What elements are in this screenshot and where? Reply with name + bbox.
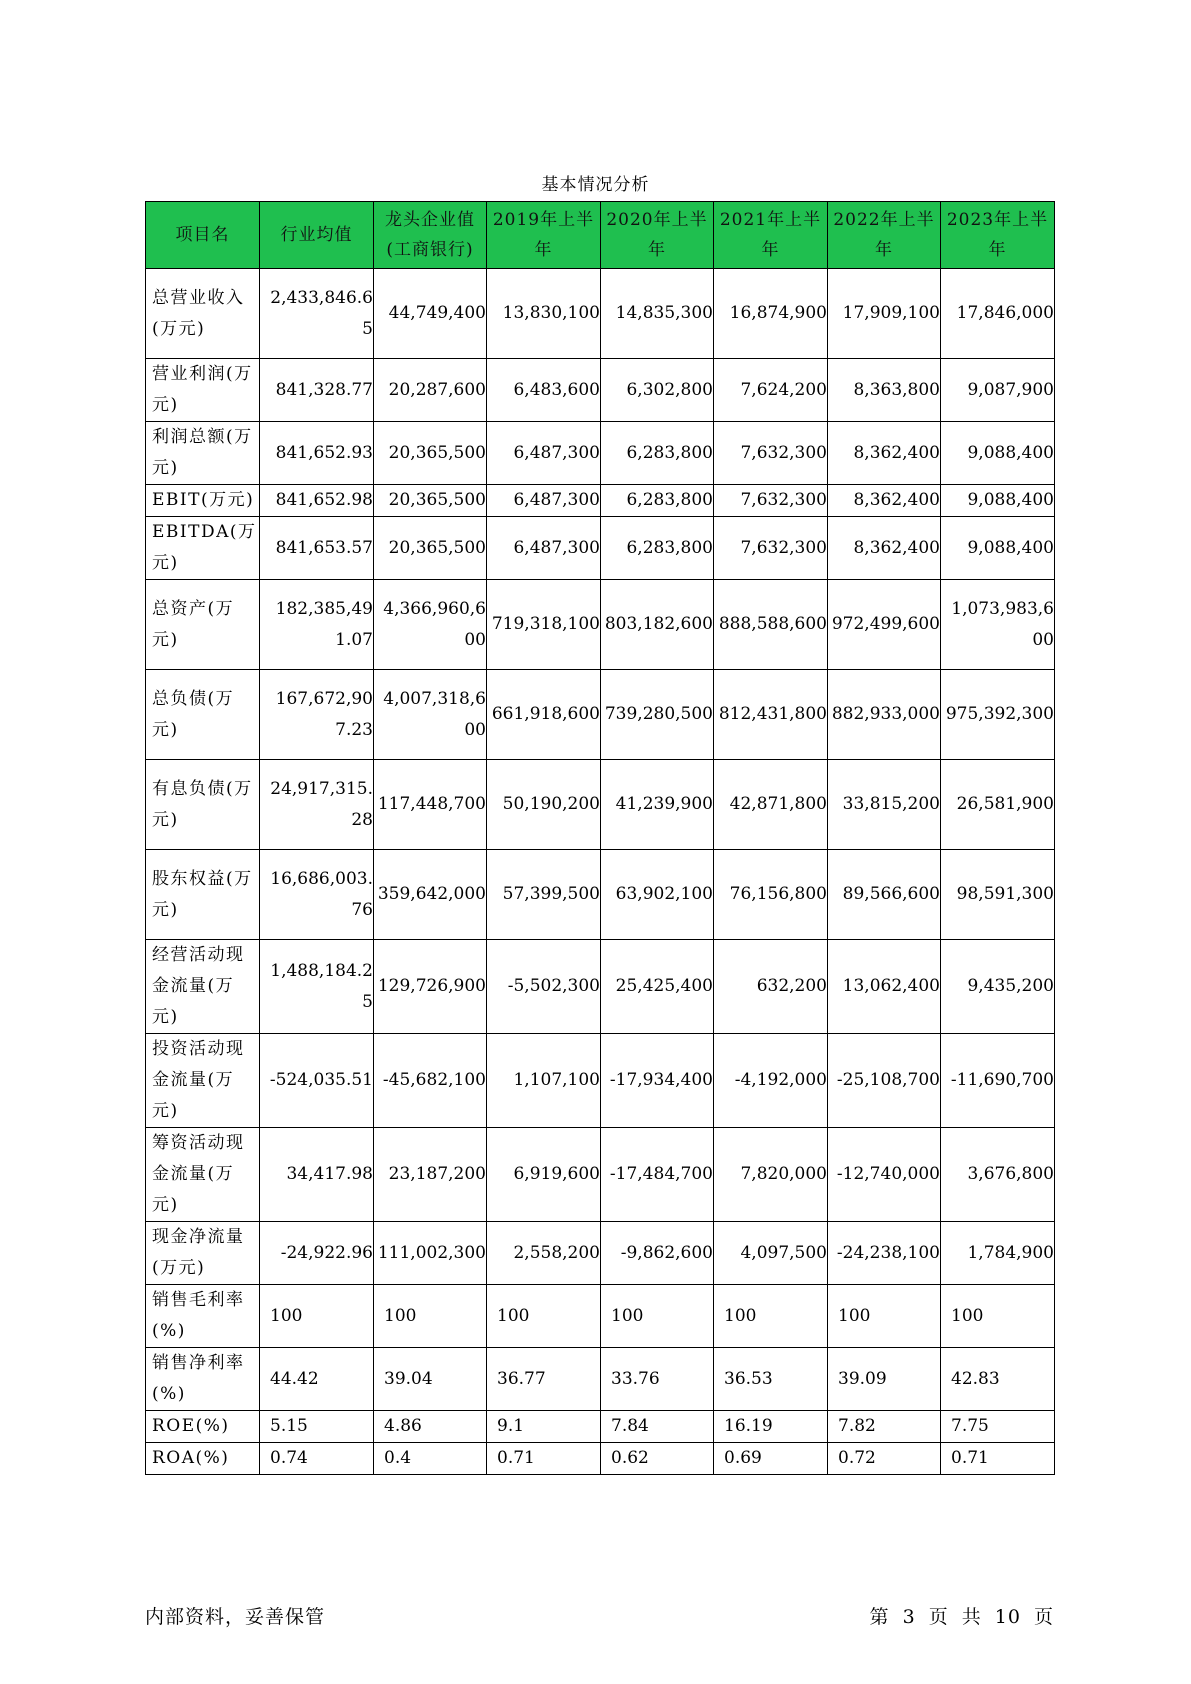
table-cell: 26,581,900: [941, 760, 1055, 850]
table-row: [146, 1034, 1055, 1128]
table-row: [146, 485, 1055, 517]
table-cell: 39.09: [828, 1348, 941, 1411]
table-row: [146, 940, 1055, 1034]
table-cell: 4,007,318,600: [374, 670, 487, 760]
table-cell: 882,933,000: [828, 670, 941, 760]
table-cell: 5.15: [260, 1411, 374, 1443]
table-cell: 359,642,000: [374, 850, 487, 940]
table-cell: 100: [828, 1285, 941, 1348]
table-cell: 100: [601, 1285, 714, 1348]
table-cell: 9,435,200: [941, 940, 1055, 1034]
table-cell: 9,088,400: [941, 517, 1055, 580]
table-cell: 98,591,300: [941, 850, 1055, 940]
table-cell: 24,917,315.28: [260, 760, 374, 850]
table-cell: -24,922.96: [260, 1222, 374, 1285]
table-cell: 13,830,100: [487, 269, 601, 359]
header-2023-h1: 2023年上半年: [941, 202, 1055, 269]
table-cell: 9.1: [487, 1411, 601, 1443]
table-cell: 182,385,491.07: [260, 580, 374, 670]
table-cell: 9,088,400: [941, 485, 1055, 517]
table-cell: 4,097,500: [714, 1222, 828, 1285]
table-cell: -25,108,700: [828, 1034, 941, 1128]
header-2019-h1: 2019年上半年: [487, 202, 601, 269]
row-label: 总营业收入(万元): [146, 269, 260, 359]
table-cell: 4,366,960,600: [374, 580, 487, 670]
row-label: 利润总额(万元): [146, 422, 260, 485]
table-cell: 57,399,500: [487, 850, 601, 940]
table-cell: -24,238,100: [828, 1222, 941, 1285]
table-cell: 23,187,200: [374, 1128, 487, 1222]
table-cell: 6,283,800: [601, 517, 714, 580]
table-cell: 841,652.98: [260, 485, 374, 517]
table-cell: 1,488,184.25: [260, 940, 374, 1034]
table-row: [146, 580, 1055, 670]
table-cell: 803,182,600: [601, 580, 714, 670]
table-cell: 6,919,600: [487, 1128, 601, 1222]
table-cell: 33,815,200: [828, 760, 941, 850]
table-cell: 841,328.77: [260, 359, 374, 422]
table-cell: 841,653.57: [260, 517, 374, 580]
table-cell: 167,672,907.23: [260, 670, 374, 760]
table-cell: 7.84: [601, 1411, 714, 1443]
table-cell: 7.82: [828, 1411, 941, 1443]
table-cell: 20,365,500: [374, 517, 487, 580]
table-cell: 129,726,900: [374, 940, 487, 1034]
table-cell: -11,690,700: [941, 1034, 1055, 1128]
table-cell: 36.53: [714, 1348, 828, 1411]
table-cell: 661,918,600: [487, 670, 601, 760]
table-row: [146, 422, 1055, 485]
table-cell: -5,502,300: [487, 940, 601, 1034]
header-leader-value: 龙头企业值(工商银行): [374, 202, 487, 269]
table-cell: -17,934,400: [601, 1034, 714, 1128]
table-cell: 719,318,100: [487, 580, 601, 670]
table-cell: 16,686,003.76: [260, 850, 374, 940]
table-cell: 33.76: [601, 1348, 714, 1411]
table-cell: 13,062,400: [828, 940, 941, 1034]
table-cell: 7,632,300: [714, 485, 828, 517]
table-cell: -12,740,000: [828, 1128, 941, 1222]
table-row: [146, 359, 1055, 422]
table-cell: 7,624,200: [714, 359, 828, 422]
table-cell: 8,363,800: [828, 359, 941, 422]
table-cell: 972,499,600: [828, 580, 941, 670]
table-row: [146, 1285, 1055, 1348]
table-cell: 9,087,900: [941, 359, 1055, 422]
table-cell: 76,156,800: [714, 850, 828, 940]
table-cell: 100: [374, 1285, 487, 1348]
table-cell: 16.19: [714, 1411, 828, 1443]
table-cell: 9,088,400: [941, 422, 1055, 485]
table-cell: 8,362,400: [828, 517, 941, 580]
table-cell: 41,239,900: [601, 760, 714, 850]
table-cell: 0.72: [828, 1443, 941, 1475]
table-cell: 7,632,300: [714, 517, 828, 580]
table-cell: 7.75: [941, 1411, 1055, 1443]
table-cell: 1,073,983,600: [941, 580, 1055, 670]
table-cell: 44.42: [260, 1348, 374, 1411]
header-item-name: 项目名: [146, 202, 260, 269]
table-cell: 20,365,500: [374, 485, 487, 517]
table-cell: 6,483,600: [487, 359, 601, 422]
row-label: 销售净利率(%): [146, 1348, 260, 1411]
table-cell: 0.62: [601, 1443, 714, 1475]
header-2021-h1: 2021年上半年: [714, 202, 828, 269]
table-row: [146, 269, 1055, 359]
table-cell: 100: [260, 1285, 374, 1348]
table-cell: 0.74: [260, 1443, 374, 1475]
table-cell: 6,302,800: [601, 359, 714, 422]
header-2022-h1: 2022年上半年: [828, 202, 941, 269]
table-cell: 34,417.98: [260, 1128, 374, 1222]
row-label: 经营活动现金流量(万元): [146, 940, 260, 1034]
row-label: 投资活动现金流量(万元): [146, 1034, 260, 1128]
table-cell: 8,362,400: [828, 422, 941, 485]
table-cell: 39.04: [374, 1348, 487, 1411]
table-cell: 1,784,900: [941, 1222, 1055, 1285]
table-row: [146, 760, 1055, 850]
table-row: [146, 1128, 1055, 1222]
header-row: [146, 202, 1055, 269]
table-cell: 8,362,400: [828, 485, 941, 517]
row-label: 营业利润(万元): [146, 359, 260, 422]
row-label: ROE(%): [146, 1411, 260, 1443]
table-caption: 基本情况分析: [541, 175, 650, 195]
table-cell: 812,431,800: [714, 670, 828, 760]
table-cell: 3,676,800: [941, 1128, 1055, 1222]
table-cell: 42.83: [941, 1348, 1055, 1411]
footer-confidential: 内部资料，妥善保管: [145, 1606, 326, 1628]
table-cell: 6,487,300: [487, 485, 601, 517]
row-label: 销售毛利率(%): [146, 1285, 260, 1348]
table-cell: 42,871,800: [714, 760, 828, 850]
table-cell: 0.71: [487, 1443, 601, 1475]
table-cell: 6,487,300: [487, 517, 601, 580]
table-cell: 841,652.93: [260, 422, 374, 485]
table-cell: 111,002,300: [374, 1222, 487, 1285]
table-row: [146, 670, 1055, 760]
table-cell: 44,749,400: [374, 269, 487, 359]
table-cell: 632,200: [714, 940, 828, 1034]
table-cell: 6,283,800: [601, 422, 714, 485]
table-cell: 36.77: [487, 1348, 601, 1411]
table-row: [146, 1348, 1055, 1411]
row-label: 总负债(万元): [146, 670, 260, 760]
table-cell: 17,846,000: [941, 269, 1055, 359]
table-cell: 0.4: [374, 1443, 487, 1475]
table-cell: 50,190,200: [487, 760, 601, 850]
row-label: 有息负债(万元): [146, 760, 260, 850]
table-cell: 63,902,100: [601, 850, 714, 940]
row-label: 总资产(万元): [146, 580, 260, 670]
row-label: 现金净流量(万元): [146, 1222, 260, 1285]
table-cell: -524,035.51: [260, 1034, 374, 1128]
table-cell: 89,566,600: [828, 850, 941, 940]
row-label: 股东权益(万元): [146, 850, 260, 940]
table-row: [146, 517, 1055, 580]
header-industry-avg: 行业均值: [260, 202, 374, 269]
table-cell: 100: [941, 1285, 1055, 1348]
table-row: [146, 850, 1055, 940]
table-cell: -4,192,000: [714, 1034, 828, 1128]
table-cell: 117,448,700: [374, 760, 487, 850]
row-label: EBIT(万元): [146, 485, 260, 517]
row-label: ROA(%): [146, 1443, 260, 1475]
table-cell: 1,107,100: [487, 1034, 601, 1128]
table-cell: 2,433,846.65: [260, 269, 374, 359]
table-cell: 0.69: [714, 1443, 828, 1475]
table-cell: 6,283,800: [601, 485, 714, 517]
table-cell: 7,632,300: [714, 422, 828, 485]
table-cell: 4.86: [374, 1411, 487, 1443]
table-cell: 14,835,300: [601, 269, 714, 359]
table-cell: 100: [487, 1285, 601, 1348]
table-cell: -17,484,700: [601, 1128, 714, 1222]
row-label: EBITDA(万元): [146, 517, 260, 580]
table-row: [146, 1222, 1055, 1285]
table-cell: 100: [714, 1285, 828, 1348]
table-cell: 6,487,300: [487, 422, 601, 485]
table-cell: 17,909,100: [828, 269, 941, 359]
table-cell: 20,287,600: [374, 359, 487, 422]
table-cell: 2,558,200: [487, 1222, 601, 1285]
table-cell: 0.71: [941, 1443, 1055, 1475]
table-cell: 739,280,500: [601, 670, 714, 760]
table-cell: 888,588,600: [714, 580, 828, 670]
table-cell: 7,820,000: [714, 1128, 828, 1222]
row-label: 筹资活动现金流量(万元): [146, 1128, 260, 1222]
header-2020-h1: 2020年上半年: [601, 202, 714, 269]
footer-page-number: 第 3 页 共 10 页: [869, 1606, 1054, 1628]
table-cell: 16,874,900: [714, 269, 828, 359]
basic-analysis-table: [145, 201, 1055, 1475]
table-cell: 25,425,400: [601, 940, 714, 1034]
table-cell: 975,392,300: [941, 670, 1055, 760]
table-cell: 20,365,500: [374, 422, 487, 485]
table-cell: -9,862,600: [601, 1222, 714, 1285]
table-cell: -45,682,100: [374, 1034, 487, 1128]
table-row: [146, 1443, 1055, 1475]
table-row: [146, 1411, 1055, 1443]
